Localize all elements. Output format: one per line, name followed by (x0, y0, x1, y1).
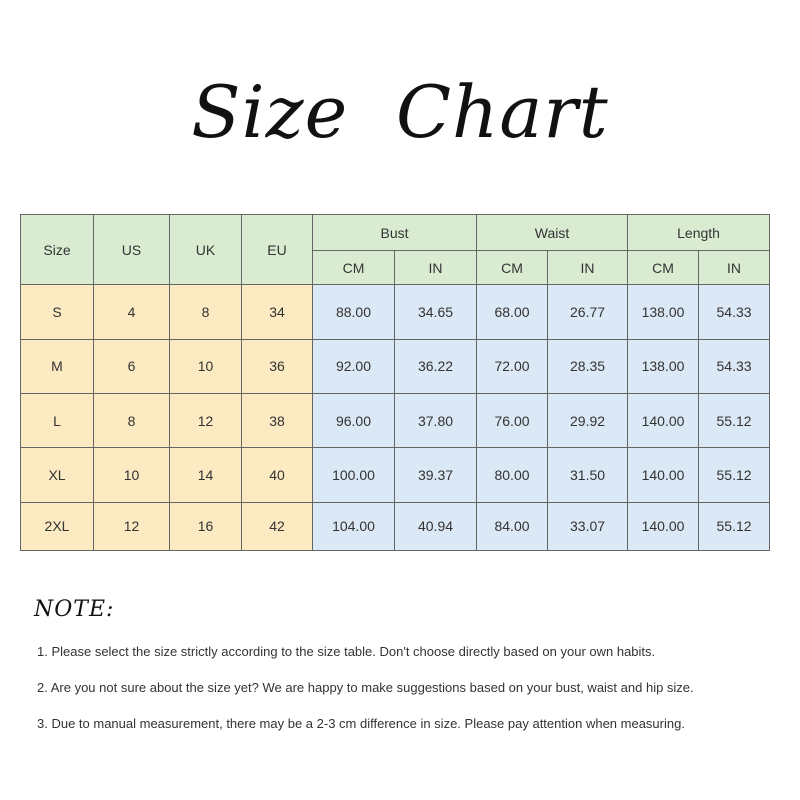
table-cell: 55.12 (699, 502, 770, 550)
note-title: NOTE: (34, 597, 115, 622)
col-header-us: US (94, 215, 170, 285)
note-item-1: 1. Please select the size strictly according to the size table. Don't choose directly based on your own habits. (37, 644, 656, 659)
table-cell: S (21, 285, 94, 339)
table-row (21, 285, 770, 339)
table-cell: 40 (242, 448, 313, 502)
table-cell: 8 (170, 285, 242, 339)
table-cell: 138.00 (628, 285, 699, 339)
table-cell: 140.00 (628, 394, 699, 448)
note-item-2: 2. Are you not sure about the size yet? We are happy to make suggestions based on your bust, waist and hip size. (37, 680, 694, 695)
header-row-groups (21, 215, 770, 251)
table-cell: 16 (170, 502, 242, 550)
table-cell: 38 (242, 394, 313, 448)
table-cell: 34.65 (395, 285, 477, 339)
unit-header: CM (313, 251, 395, 285)
table-cell: 10 (94, 448, 170, 502)
table-cell: 26.77 (548, 285, 628, 339)
table-cell: 55.12 (699, 394, 770, 448)
table-cell: 36.22 (395, 339, 477, 393)
table-cell: 55.12 (699, 448, 770, 502)
table-cell: 140.00 (628, 448, 699, 502)
col-header-waist: Waist (477, 215, 628, 251)
table-cell: 138.00 (628, 339, 699, 393)
table-cell: 84.00 (477, 502, 548, 550)
table-cell: 68.00 (477, 285, 548, 339)
table-row (21, 394, 770, 448)
col-header-eu: EU (242, 215, 313, 285)
table-cell: 37.80 (395, 394, 477, 448)
table-cell: 34 (242, 285, 313, 339)
table-cell: 42 (242, 502, 313, 550)
table-cell: XL (21, 448, 94, 502)
col-header-bust: Bust (313, 215, 477, 251)
unit-header: IN (548, 251, 628, 285)
table-cell: 92.00 (313, 339, 395, 393)
table-cell: 14 (170, 448, 242, 502)
table-cell: 54.33 (699, 339, 770, 393)
table-row (21, 448, 770, 502)
table-cell: 80.00 (477, 448, 548, 502)
table-row (21, 502, 770, 550)
table-cell: 2XL (21, 502, 94, 550)
size-chart-table (20, 214, 770, 551)
table-cell: 28.35 (548, 339, 628, 393)
unit-header: IN (699, 251, 770, 285)
table-cell: 33.07 (548, 502, 628, 550)
unit-header: CM (477, 251, 548, 285)
note-item-3: 3. Due to manual measurement, there may be a 2-3 cm difference in size. Please pay attention when measuring. (37, 716, 685, 731)
table-cell: 36 (242, 339, 313, 393)
unit-header: CM (628, 251, 699, 285)
table-cell: 54.33 (699, 285, 770, 339)
table-cell: L (21, 394, 94, 448)
table-cell: 96.00 (313, 394, 395, 448)
table-cell: 10 (170, 339, 242, 393)
table-cell: 100.00 (313, 448, 395, 502)
table-cell: 76.00 (477, 394, 548, 448)
unit-header: IN (395, 251, 477, 285)
table-cell: M (21, 339, 94, 393)
page-title: Size Chart (191, 70, 609, 154)
col-header-length: Length (628, 215, 770, 251)
table-cell: 39.37 (395, 448, 477, 502)
table-body (21, 285, 770, 551)
table-cell: 8 (94, 394, 170, 448)
col-header-uk: UK (170, 215, 242, 285)
table-cell: 4 (94, 285, 170, 339)
col-header-size: Size (21, 215, 94, 285)
table-cell: 31.50 (548, 448, 628, 502)
table-cell: 6 (94, 339, 170, 393)
table-cell: 12 (94, 502, 170, 550)
table-row (21, 339, 770, 393)
table-cell: 88.00 (313, 285, 395, 339)
table-cell: 40.94 (395, 502, 477, 550)
table-cell: 12 (170, 394, 242, 448)
table-cell: 104.00 (313, 502, 395, 550)
table-cell: 72.00 (477, 339, 548, 393)
table-cell: 140.00 (628, 502, 699, 550)
table-cell: 29.92 (548, 394, 628, 448)
